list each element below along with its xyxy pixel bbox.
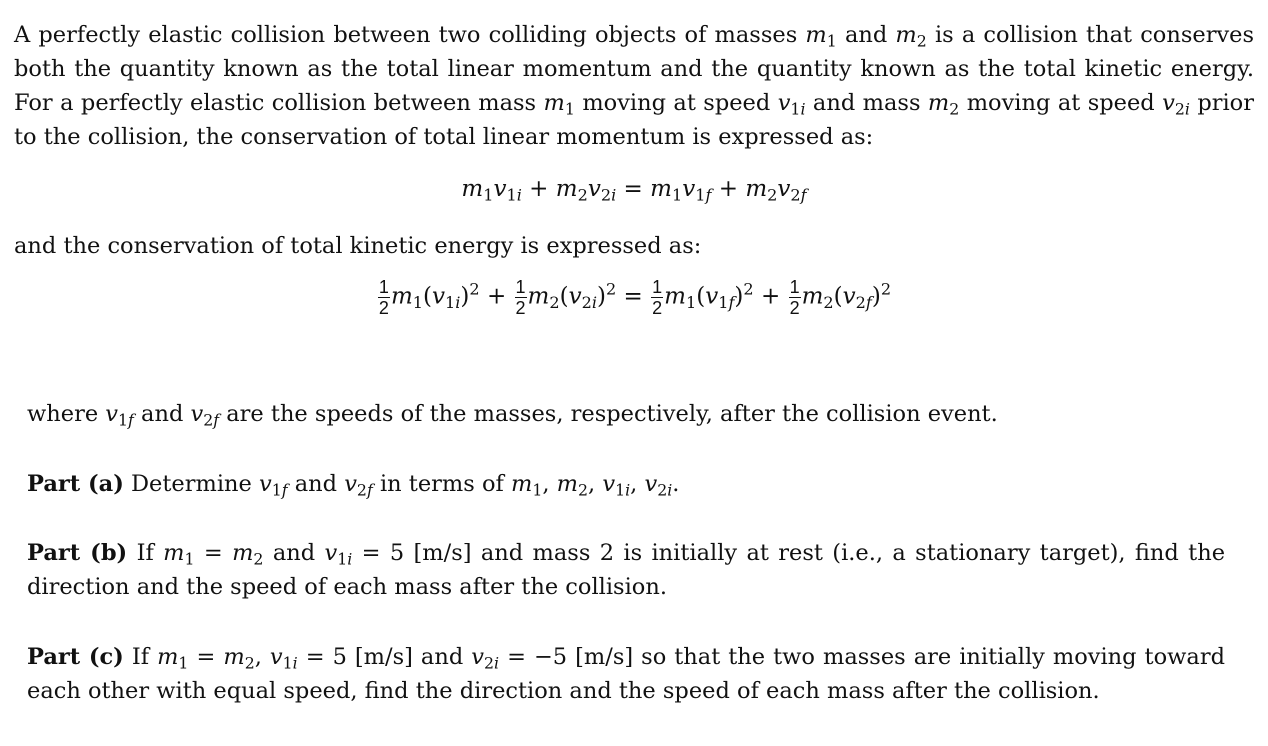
- part-c-label: Part (c): [27, 644, 124, 670]
- part-c: Part (c) If $m_1 = m_2$, $v_{1i} = 5$ [m/s] and $v_{2i} = -5$ [m/s] so that the two masses are initially moving toward each other with equal speed, find the direction and the speed of each mass after the collision.: [27, 644, 1225, 704]
- part-a-label: Part (a): [27, 471, 124, 497]
- part-b: Part (b) If $m_1 = m_2$ and $v_{1i} = 5$ [m/s] and mass 2 is initially at rest (i.e., a stationary target), find the direction and the speed of each mass after the collision.: [27, 540, 1226, 600]
- intro-line-3: For a perfectly elastic collision between mass $m_1$ moving at speed $v_{1i}$ and mass $m_2$ moving at speed $v_{2i}$ prior: [14, 90, 1254, 119]
- energy-intro-text: and the conservation of total kinetic energy is expressed as:: [14, 233, 702, 259]
- intro-paragraph: [14, 18, 1254, 154]
- intro-line-2: both the quantity known as the total linear momentum and the quantity known as the total kinetic energy.: [14, 56, 1254, 82]
- momentum-equation: $m_1v_{1i} + m_2v_{2i} = m_1v_{1f} + m_2v_{2f}$: [461, 176, 807, 205]
- part-a: Part (a) Determine $v_{1f}$ and $v_{2f}$ in terms of $m_1$, $m_2$, $v_{1i}$, $v_{2i}$.: [27, 471, 680, 500]
- where-paragraph: where $v_{1f}$ and $v_{2f}$ are the speeds of the masses, respectively, after the collision event.: [27, 401, 998, 430]
- part-b-label: Part (b): [27, 540, 128, 566]
- intro-line-1: A perfectly elastic collision between two colliding objects of masses $m_1$ and $m_2$ is a collision that conserves: [14, 22, 1255, 51]
- intro-line-4: to the collision, the conservation of total linear momentum is expressed as:: [14, 124, 874, 150]
- kinetic-energy-equation: $\frac{1}{2}$ $m_1(v_{1i})^2$ + $\frac{1}{2}$ $m_2(v_{2i})^2$ = $\frac{1}{2}$ $m_1(v_{1f})^2$ + $\frac{1}{2}$ $m_2(v_{2f})^2$: [378, 277, 892, 318]
